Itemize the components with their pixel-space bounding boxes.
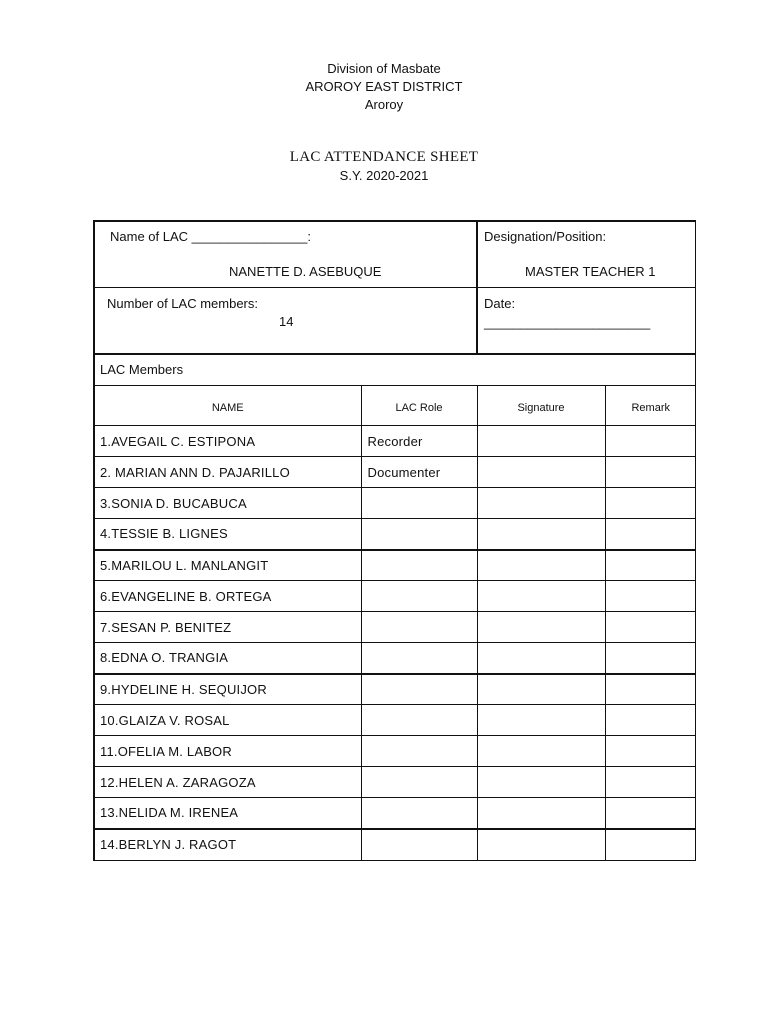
member-name-cell: 14.BERLYN J. RAGOT bbox=[95, 829, 361, 860]
remark-cell[interactable] bbox=[605, 581, 696, 612]
attendance-form bbox=[93, 220, 696, 861]
signature-cell[interactable] bbox=[477, 457, 605, 488]
remark-cell[interactable] bbox=[605, 798, 696, 829]
signature-cell[interactable] bbox=[477, 736, 605, 767]
table-row bbox=[95, 643, 696, 674]
column-header-lac-role: LAC Role bbox=[361, 386, 477, 426]
table-row bbox=[95, 736, 696, 767]
lac-role-cell bbox=[361, 767, 477, 798]
member-name-cell: 1.AVEGAIL C. ESTIPONA bbox=[95, 426, 361, 457]
table-row bbox=[95, 705, 696, 736]
signature-cell[interactable] bbox=[477, 488, 605, 519]
designation-value: MASTER TEACHER 1 bbox=[525, 264, 656, 279]
member-name-cell: 13.NELIDA M. IRENEA bbox=[95, 798, 361, 829]
member-name-cell: 8.EDNA O. TRANGIA bbox=[95, 643, 361, 674]
remark-cell[interactable] bbox=[605, 767, 696, 798]
town-heading: Aroroy bbox=[364, 97, 404, 112]
table-row bbox=[95, 457, 696, 488]
members-count-label: Number of LAC members: bbox=[107, 296, 258, 311]
date-label: Date: bbox=[484, 296, 516, 311]
lac-members-label: LAC Members bbox=[100, 362, 184, 377]
table-row bbox=[95, 674, 696, 705]
members-count-value: 14 bbox=[279, 314, 294, 329]
remark-cell[interactable] bbox=[605, 612, 696, 643]
table-row bbox=[95, 767, 696, 798]
column-header-remark: Remark bbox=[605, 386, 696, 426]
lac-role-cell bbox=[361, 798, 477, 829]
member-name-cell: 6.EVANGELINE B. ORTEGA bbox=[95, 581, 361, 612]
signature-cell[interactable] bbox=[477, 674, 605, 705]
lac-role-cell bbox=[361, 581, 477, 612]
lac-role-cell bbox=[361, 674, 477, 705]
member-name-cell: 2. MARIAN ANN D. PAJARILLO bbox=[95, 457, 361, 488]
lac-role-cell: Documenter bbox=[361, 457, 477, 488]
member-name-cell: 4.TESSIE B. LIGNES bbox=[95, 519, 361, 550]
division-heading: Division of Masbate bbox=[327, 61, 441, 76]
remark-cell[interactable] bbox=[605, 674, 696, 705]
name-of-lac-label: Name of LAC ________________: bbox=[110, 229, 311, 244]
remark-cell[interactable] bbox=[605, 519, 696, 550]
signature-cell[interactable] bbox=[477, 519, 605, 550]
date-blank-line: _______________________ bbox=[484, 315, 651, 330]
remark-cell[interactable] bbox=[605, 643, 696, 674]
column-header-signature: Signature bbox=[477, 386, 605, 426]
lac-role-cell bbox=[361, 612, 477, 643]
signature-cell[interactable] bbox=[477, 643, 605, 674]
lac-role-cell bbox=[361, 705, 477, 736]
member-name-cell: 7.SESAN P. BENITEZ bbox=[95, 612, 361, 643]
signature-cell[interactable] bbox=[477, 767, 605, 798]
district-heading: AROROY EAST DISTRICT bbox=[305, 79, 463, 94]
remark-cell[interactable] bbox=[605, 457, 696, 488]
info-divider-horizontal bbox=[95, 287, 696, 288]
lac-role-cell bbox=[361, 519, 477, 550]
table-row bbox=[95, 519, 696, 550]
school-year: S.Y. 2020-2021 bbox=[339, 168, 429, 183]
info-divider-vertical bbox=[476, 222, 478, 355]
lac-role-cell: Recorder bbox=[361, 426, 477, 457]
name-of-lac-value: NANETTE D. ASEBUQUE bbox=[229, 264, 382, 279]
column-header-name: NAME bbox=[95, 386, 361, 426]
member-name-cell: 10.GLAIZA V. ROSAL bbox=[95, 705, 361, 736]
members-table bbox=[95, 385, 696, 860]
signature-cell[interactable] bbox=[477, 550, 605, 581]
info-section-bottom-border bbox=[95, 353, 696, 355]
member-name-cell: 5.MARILOU L. MANLANGIT bbox=[95, 550, 361, 581]
signature-cell[interactable] bbox=[477, 612, 605, 643]
designation-label: Designation/Position: bbox=[484, 229, 607, 244]
member-name-cell: 12.HELEN A. ZARAGOZA bbox=[95, 767, 361, 798]
remark-cell[interactable] bbox=[605, 705, 696, 736]
lac-role-cell bbox=[361, 550, 477, 581]
table-row bbox=[95, 550, 696, 581]
document-title: LAC ATTENDANCE SHEET bbox=[289, 149, 479, 165]
members-table-header bbox=[95, 386, 696, 426]
lac-role-cell bbox=[361, 488, 477, 519]
member-name-cell: 3.SONIA D. BUCABUCA bbox=[95, 488, 361, 519]
remark-cell[interactable] bbox=[605, 426, 696, 457]
remark-cell[interactable] bbox=[605, 829, 696, 860]
member-name-cell: 11.OFELIA M. LABOR bbox=[95, 736, 361, 767]
signature-cell[interactable] bbox=[477, 581, 605, 612]
signature-cell[interactable] bbox=[477, 426, 605, 457]
remark-cell[interactable] bbox=[605, 736, 696, 767]
table-row bbox=[95, 426, 696, 457]
table-row bbox=[95, 581, 696, 612]
table-row bbox=[95, 798, 696, 829]
table-row bbox=[95, 612, 696, 643]
remark-cell[interactable] bbox=[605, 550, 696, 581]
signature-cell[interactable] bbox=[477, 798, 605, 829]
signature-cell[interactable] bbox=[477, 705, 605, 736]
lac-role-cell bbox=[361, 643, 477, 674]
remark-cell[interactable] bbox=[605, 488, 696, 519]
table-row bbox=[95, 488, 696, 519]
member-name-cell: 9.HYDELINE H. SEQUIJOR bbox=[95, 674, 361, 705]
table-row bbox=[95, 829, 696, 860]
signature-cell[interactable] bbox=[477, 829, 605, 860]
lac-role-cell bbox=[361, 736, 477, 767]
lac-role-cell bbox=[361, 829, 477, 860]
